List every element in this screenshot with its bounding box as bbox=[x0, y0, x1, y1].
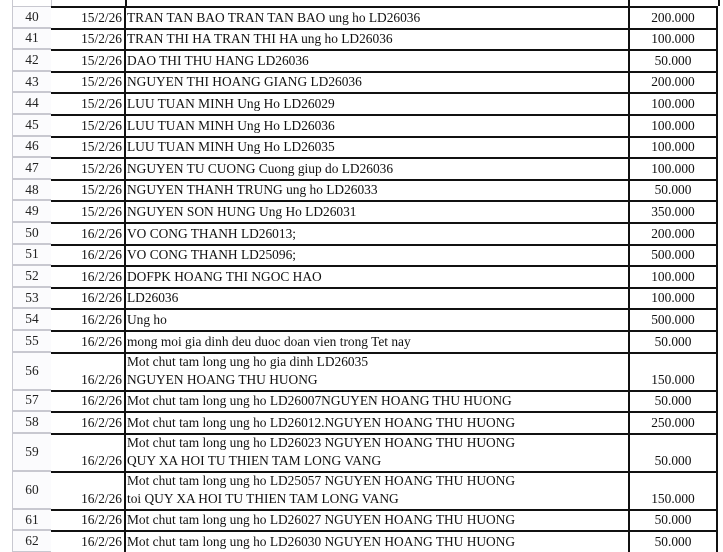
description-line: QUY XA HOI TU THIEN TAM LONG VANG bbox=[127, 452, 382, 468]
date-cell[interactable]: 15/2/26 bbox=[51, 28, 126, 50]
description-cell[interactable] bbox=[126, 157, 629, 179]
description-line: Mot chut tam long ung ho gia dinh LD26035 bbox=[127, 353, 369, 369]
date-cell[interactable]: 15/2/26 bbox=[51, 157, 126, 179]
description-line: VO CONG THANH LD25096; bbox=[127, 247, 296, 263]
date-cell[interactable]: 16/2/26 bbox=[51, 433, 126, 471]
table-row bbox=[0, 179, 723, 201]
description-cell[interactable] bbox=[126, 352, 629, 390]
table-row bbox=[0, 471, 723, 509]
table-row bbox=[0, 28, 723, 50]
amount-cell[interactable]: 50.000 bbox=[628, 530, 718, 552]
row-number-header[interactable]: 41 bbox=[12, 28, 51, 50]
table-row bbox=[0, 530, 723, 552]
description-line: mong moi gia dinh deu duoc doan vien trong Tet nay bbox=[127, 333, 411, 349]
table-row bbox=[0, 287, 723, 309]
table-row bbox=[0, 6, 723, 28]
description-line: NGUYEN THANH TRUNG ung ho LD26033 bbox=[127, 182, 378, 198]
description-line: LUU TUAN MINH Ung Ho LD26029 bbox=[127, 95, 335, 111]
description-cell[interactable] bbox=[126, 244, 629, 266]
description-cell[interactable] bbox=[126, 114, 629, 136]
table-row bbox=[0, 390, 723, 412]
description-line: toi QUY XA HOI TU THIEN TAM LONG VANG bbox=[127, 490, 399, 506]
row-number-header[interactable]: 48 bbox=[12, 179, 51, 201]
date-cell[interactable]: 16/2/26 bbox=[51, 530, 126, 552]
date-cell[interactable]: 16/2/26 bbox=[51, 222, 126, 244]
description-line: Mot chut tam long ung ho LD26023 NGUYEN HOANG THU HUONG bbox=[127, 434, 516, 450]
amount-cell[interactable]: 500.000 bbox=[628, 308, 718, 330]
description-line: LUU TUAN MINH Ung Ho LD26035 bbox=[127, 139, 335, 155]
row-number-header[interactable]: 55 bbox=[12, 330, 51, 352]
description-cell[interactable] bbox=[126, 530, 629, 552]
description-cell[interactable] bbox=[126, 136, 629, 158]
amount-cell[interactable]: 100.000 bbox=[628, 136, 718, 158]
date-cell[interactable]: 16/2/26 bbox=[51, 411, 126, 433]
table-row bbox=[0, 244, 723, 266]
description-line: NGUYEN HOANG THU HUONG bbox=[127, 371, 318, 387]
amount-cell[interactable]: 150.000 bbox=[628, 471, 718, 509]
date-cell[interactable]: 15/2/26 bbox=[51, 114, 126, 136]
date-cell[interactable]: 16/2/26 bbox=[51, 509, 126, 531]
description-line: LUU TUAN MINH Ung Ho LD26036 bbox=[127, 117, 335, 133]
row-number-header[interactable]: 42 bbox=[12, 49, 51, 71]
row-number-header[interactable]: 49 bbox=[12, 200, 51, 222]
row-number-header[interactable]: 60 bbox=[12, 471, 51, 509]
amount-cell[interactable]: 100.000 bbox=[628, 287, 718, 309]
description-cell[interactable] bbox=[126, 179, 629, 201]
row-number-header[interactable]: 52 bbox=[12, 265, 51, 287]
description-cell[interactable] bbox=[126, 6, 629, 28]
amount-cell[interactable]: 50.000 bbox=[628, 330, 718, 352]
date-cell[interactable]: 15/2/26 bbox=[51, 136, 126, 158]
description-cell[interactable] bbox=[126, 265, 629, 287]
description-line: Mot chut tam long ung ho LD26007NGUYEN HOANG THU HUONG bbox=[127, 393, 512, 409]
row-number-header[interactable]: 40 bbox=[12, 6, 51, 28]
amount-cell[interactable]: 200.000 bbox=[628, 6, 718, 28]
date-cell[interactable]: 16/2/26 bbox=[51, 471, 126, 509]
date-cell[interactable]: 15/2/26 bbox=[51, 200, 126, 222]
description-cell[interactable] bbox=[126, 287, 629, 309]
description-line: NGUYEN SON HUNG Ung Ho LD26031 bbox=[127, 203, 357, 219]
amount-cell[interactable]: 150.000 bbox=[628, 352, 718, 390]
table-row bbox=[0, 411, 723, 433]
amount-cell[interactable]: 100.000 bbox=[628, 157, 718, 179]
description-line: NGUYEN TU CUONG Cuong giup do LD26036 bbox=[127, 160, 394, 176]
table-row bbox=[0, 136, 723, 158]
description-line: Ung ho bbox=[127, 311, 167, 327]
date-cell[interactable]: 15/2/26 bbox=[51, 49, 126, 71]
amount-cell[interactable]: 500.000 bbox=[628, 244, 718, 266]
date-cell[interactable]: 15/2/26 bbox=[51, 92, 126, 114]
description-cell[interactable] bbox=[126, 390, 629, 412]
date-cell[interactable]: 15/2/26 bbox=[51, 6, 126, 28]
table-row bbox=[0, 71, 723, 93]
description-cell[interactable] bbox=[126, 222, 629, 244]
date-cell[interactable]: 16/2/26 bbox=[51, 287, 126, 309]
description-line: VO CONG THANH LD26013; bbox=[127, 225, 296, 241]
amount-cell[interactable]: 250.000 bbox=[628, 411, 718, 433]
description-line: Mot chut tam long ung ho LD25057 NGUYEN HOANG THU HUONG bbox=[127, 472, 516, 488]
row-number-header[interactable]: 57 bbox=[12, 390, 51, 412]
row-number-header[interactable]: 62 bbox=[12, 530, 51, 552]
description-cell[interactable] bbox=[126, 433, 629, 471]
amount-cell[interactable]: 100.000 bbox=[628, 265, 718, 287]
amount-cell[interactable]: 50.000 bbox=[628, 49, 718, 71]
amount-cell[interactable]: 200.000 bbox=[628, 222, 718, 244]
amount-cell[interactable]: 50.000 bbox=[628, 433, 718, 471]
description-line: NGUYEN THI HOANG GIANG LD26036 bbox=[127, 74, 362, 90]
date-cell[interactable]: 16/2/26 bbox=[51, 352, 126, 390]
table-row bbox=[0, 330, 723, 352]
description-cell[interactable] bbox=[126, 49, 629, 71]
row-number-header[interactable]: 59 bbox=[12, 433, 51, 471]
row-number-header[interactable]: 47 bbox=[12, 157, 51, 179]
description-cell[interactable] bbox=[126, 509, 629, 531]
amount-cell[interactable]: 100.000 bbox=[628, 114, 718, 136]
row-number-header[interactable]: 45 bbox=[12, 114, 51, 136]
date-cell[interactable]: 16/2/26 bbox=[51, 265, 126, 287]
amount-cell[interactable]: 200.000 bbox=[628, 71, 718, 93]
row-number-header[interactable]: 46 bbox=[12, 136, 51, 158]
amount-cell[interactable]: 100.000 bbox=[628, 28, 718, 50]
description-line: LD26036 bbox=[127, 290, 179, 306]
description-cell[interactable] bbox=[126, 200, 629, 222]
date-cell[interactable]: 16/2/26 bbox=[51, 308, 126, 330]
table-row bbox=[0, 265, 723, 287]
table-row bbox=[0, 200, 723, 222]
table-row bbox=[0, 114, 723, 136]
row-number-header[interactable]: 43 bbox=[12, 71, 51, 93]
table-row bbox=[0, 352, 723, 390]
description-cell[interactable] bbox=[126, 92, 629, 114]
description-cell[interactable] bbox=[126, 411, 629, 433]
description-cell[interactable] bbox=[126, 308, 629, 330]
table-row bbox=[0, 308, 723, 330]
row-number-header[interactable]: 51 bbox=[12, 244, 51, 266]
date-cell[interactable]: 15/2/26 bbox=[51, 179, 126, 201]
description-line: DOFPK HOANG THI NGOC HAO bbox=[127, 268, 322, 284]
description-line: Mot chut tam long ung ho LD26027 NGUYEN HOANG THU HUONG bbox=[127, 512, 516, 528]
description-cell[interactable] bbox=[126, 28, 629, 50]
description-line: TRAN THI HA TRAN THI HA ung ho LD26036 bbox=[127, 31, 393, 47]
date-cell[interactable]: 16/2/26 bbox=[51, 244, 126, 266]
description-cell[interactable] bbox=[126, 330, 629, 352]
table-row bbox=[0, 433, 723, 471]
row-number-header[interactable]: 54 bbox=[12, 308, 51, 330]
date-cell[interactable]: 16/2/26 bbox=[51, 390, 126, 412]
date-cell[interactable]: 16/2/26 bbox=[51, 330, 126, 352]
row-number-header[interactable]: 58 bbox=[12, 411, 51, 433]
description-line: DAO THI THU HANG LD26036 bbox=[127, 52, 309, 68]
description-cell[interactable] bbox=[126, 471, 629, 509]
table-row bbox=[0, 509, 723, 531]
row-number-header[interactable]: 53 bbox=[12, 287, 51, 309]
row-number-header[interactable]: 56 bbox=[12, 352, 51, 390]
amount-cell[interactable]: 50.000 bbox=[628, 390, 718, 412]
row-number-header[interactable]: 61 bbox=[12, 509, 51, 531]
amount-cell[interactable]: 350.000 bbox=[628, 200, 718, 222]
table-row bbox=[0, 49, 723, 71]
row-number-header[interactable]: 50 bbox=[12, 222, 51, 244]
amount-cell[interactable]: 100.000 bbox=[628, 92, 718, 114]
table-row bbox=[0, 222, 723, 244]
description-line: Mot chut tam long ung ho LD26012.NGUYEN HOANG THU HUONG bbox=[127, 414, 516, 430]
description-line: TRAN TAN BAO TRAN TAN BAO ung ho LD26036 bbox=[127, 9, 421, 25]
description-cell[interactable] bbox=[126, 71, 629, 93]
table-row bbox=[0, 157, 723, 179]
amount-cell[interactable]: 50.000 bbox=[628, 179, 718, 201]
date-cell[interactable]: 15/2/26 bbox=[51, 71, 126, 93]
table-row bbox=[0, 92, 723, 114]
amount-cell[interactable]: 50.000 bbox=[628, 509, 718, 531]
row-number-header[interactable]: 44 bbox=[12, 92, 51, 114]
description-line: Mot chut tam long ung ho LD26030 NGUYEN HOANG THU HUONG bbox=[127, 533, 516, 549]
